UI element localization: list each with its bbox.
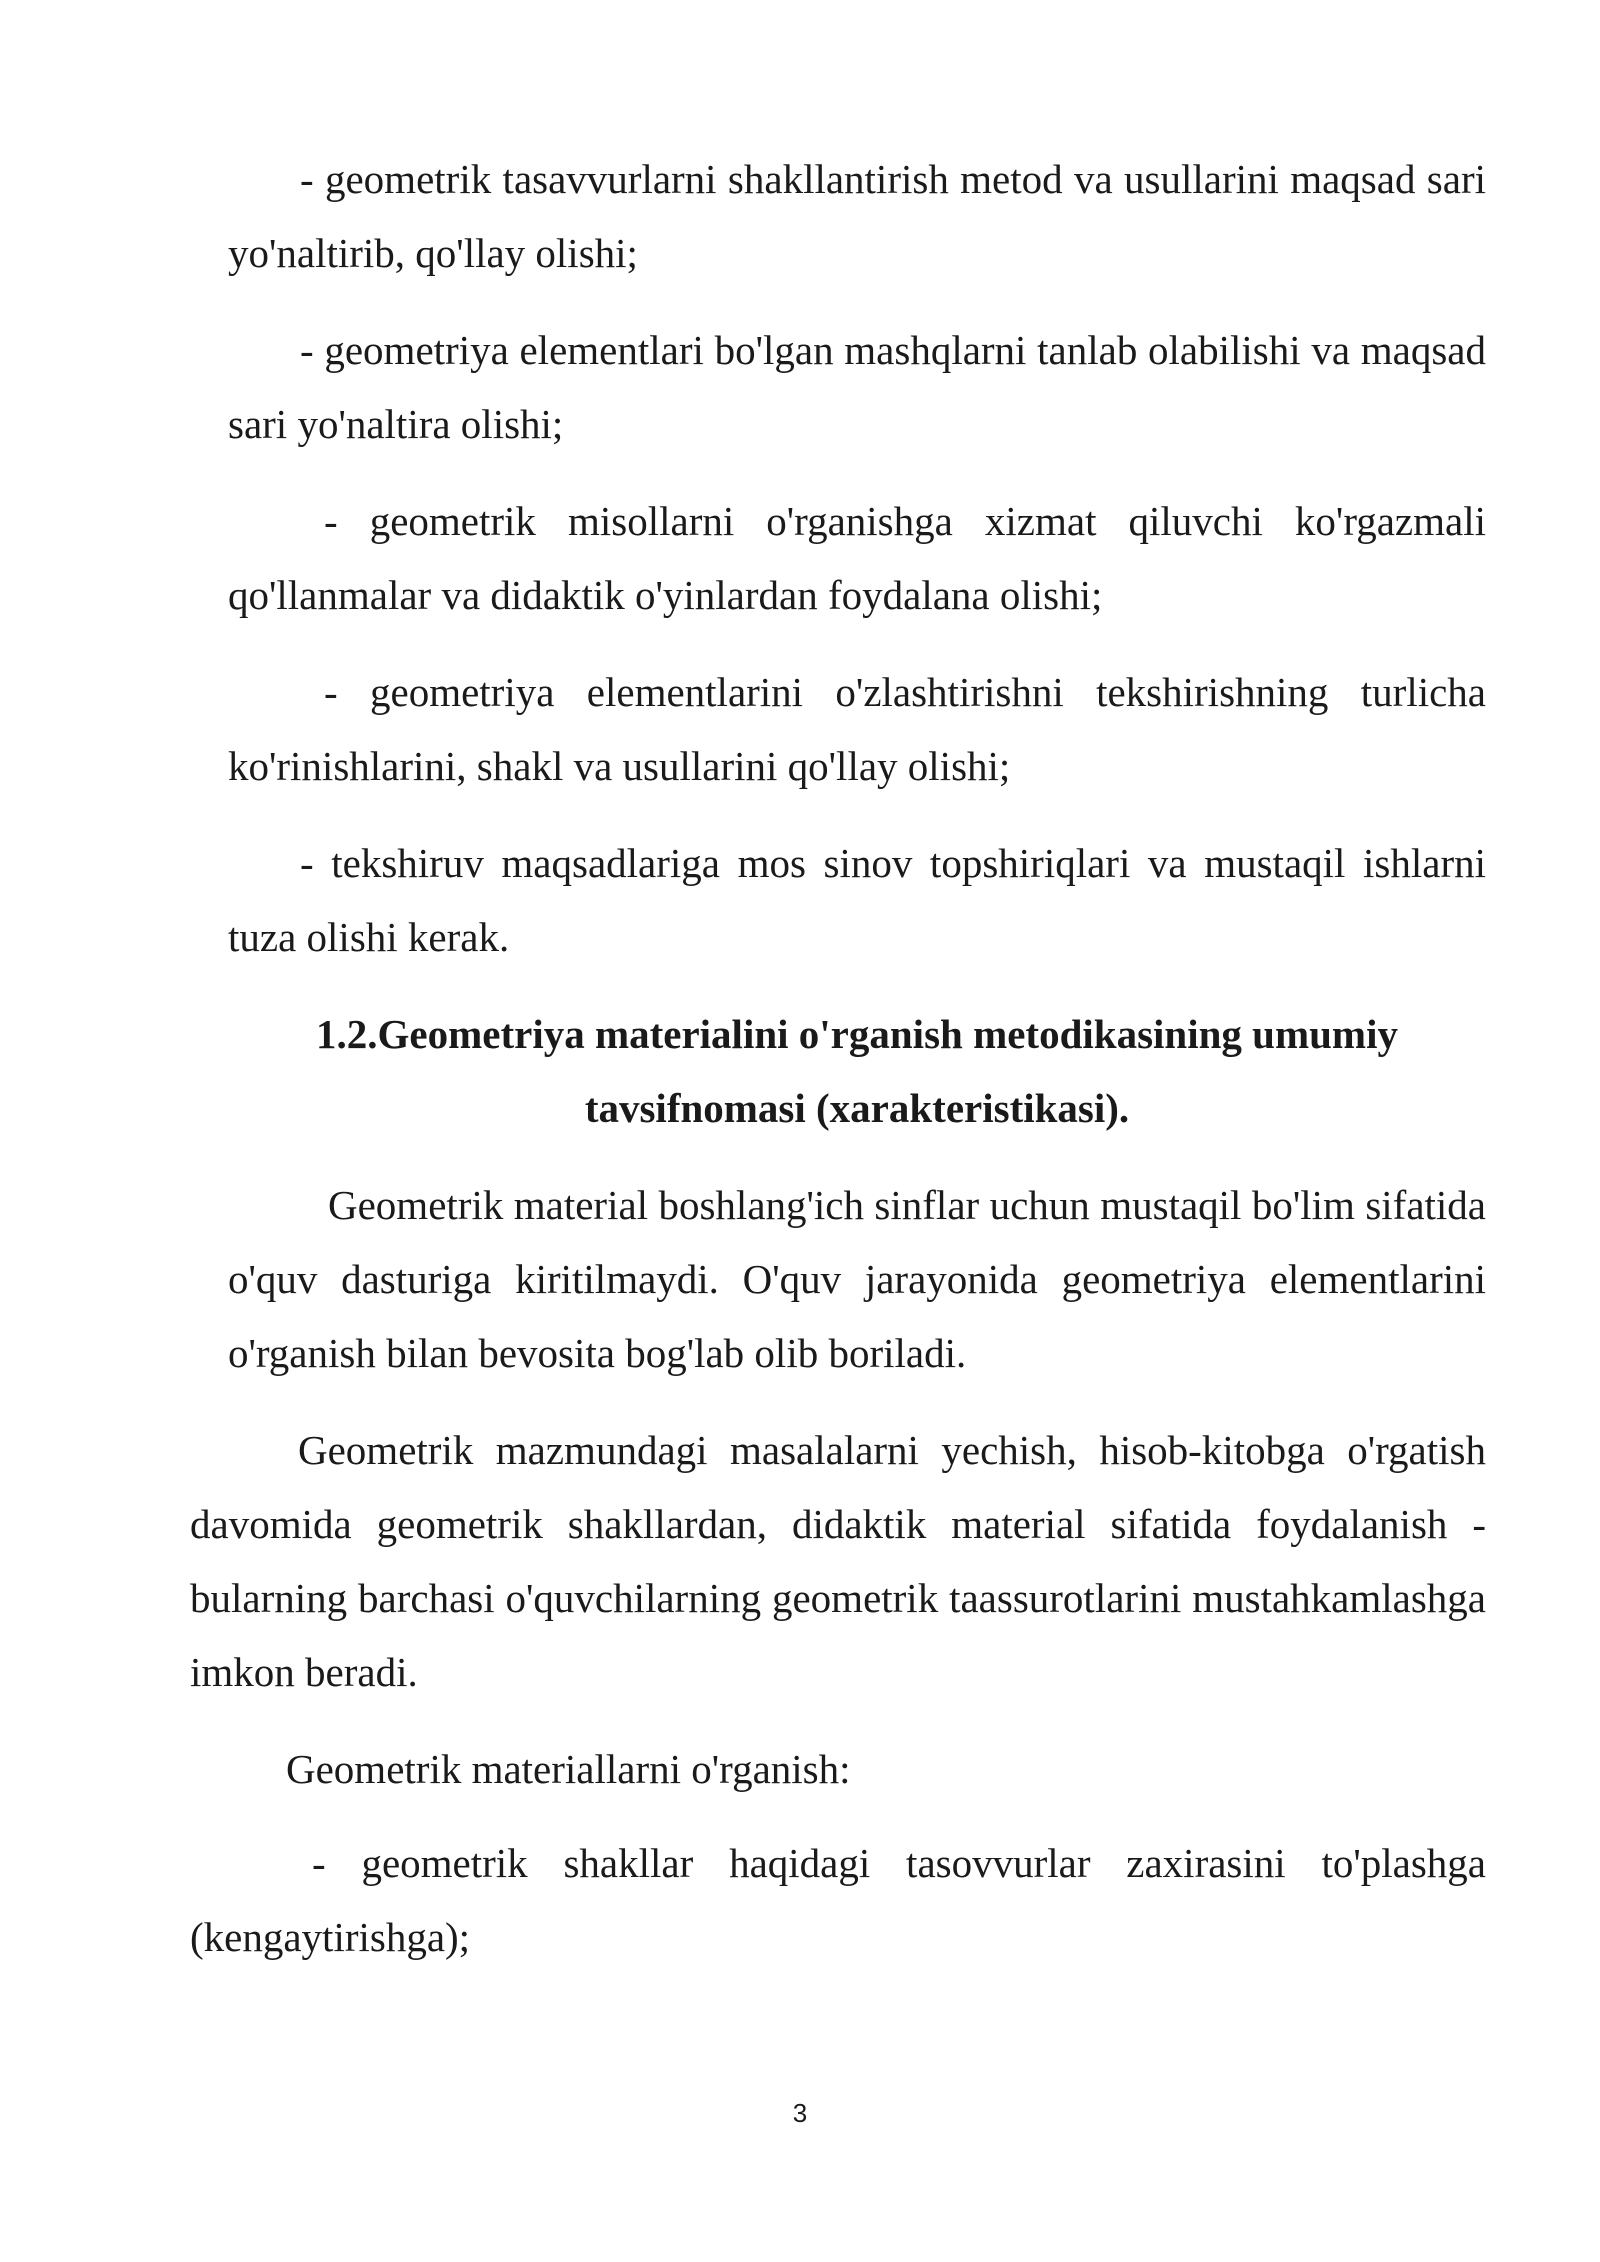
body-paragraph xyxy=(228,1168,1486,1390)
list-item xyxy=(228,142,1486,290)
list-item xyxy=(190,1826,1486,1974)
list-item xyxy=(228,826,1486,974)
paragraph-text: - geometrik shakllar haqidagi tasovvurlar zaxirasini to'plashga (kengaytirishga); xyxy=(190,1840,1486,1960)
list-item xyxy=(228,313,1486,461)
paragraph-text: - geometriya elementlari bo'lgan mashqlarni tanlab olabilishi va maqsad sari yo'naltira olishi; xyxy=(228,327,1486,447)
paragraph-text: Geometrik mazmundagi masalalarni yechish, hisob-kitobga o'rgatish davomida geometrik shakllardan, didaktik material sifatida foydalanish - bularning barchasi o'quvchilarning geometrik taassurotlarini mustahkamlashga imkon beradi. xyxy=(190,1427,1486,1695)
body-paragraph xyxy=(190,1732,1486,1806)
page-number: 3 xyxy=(792,2098,808,2128)
paragraph-text: - tekshiruv maqsadlariga mos sinov topshiriqlari va mustaqil ishlarni tuza olishi kerak. xyxy=(228,840,1486,960)
paragraph-text: Geometrik materiallarni o'rganish: xyxy=(286,1746,851,1792)
paragraph-text: - geometriya elementlarini o'zlashtirishni tekshirishning turlicha ko'rinishlarini, shakl va usullarini qo'llay olishi; xyxy=(228,669,1486,789)
section-heading: 1.2.Geometriya materialini o'rganish metodikasining umumiy tavsifnomasi (xarakteristikasi). xyxy=(316,1011,1398,1131)
paragraph-text: - geometrik tasavvurlarni shakllantirish metod va usullarini maqsad sari yo'naltirib, qo'llay olishi; xyxy=(228,156,1486,276)
list-item xyxy=(228,484,1486,632)
paragraph-text: Geometrik material boshlang'ich sinflar uchun mustaqil bo'lim sifatida o'quv dasturiga kiritilmaydi. O'quv jarayonida geometriya elementlarini o'rganish bilan bevosita bog'lab olib boriladi. xyxy=(228,1182,1486,1376)
body-paragraph xyxy=(190,1413,1486,1709)
list-item xyxy=(228,655,1486,803)
paragraph-text: - geometrik misollarni o'rganishga xizmat qiluvchi ko'rgazmali qo'llanmalar va didaktik o'yinlardan foydalana olishi; xyxy=(228,498,1486,618)
